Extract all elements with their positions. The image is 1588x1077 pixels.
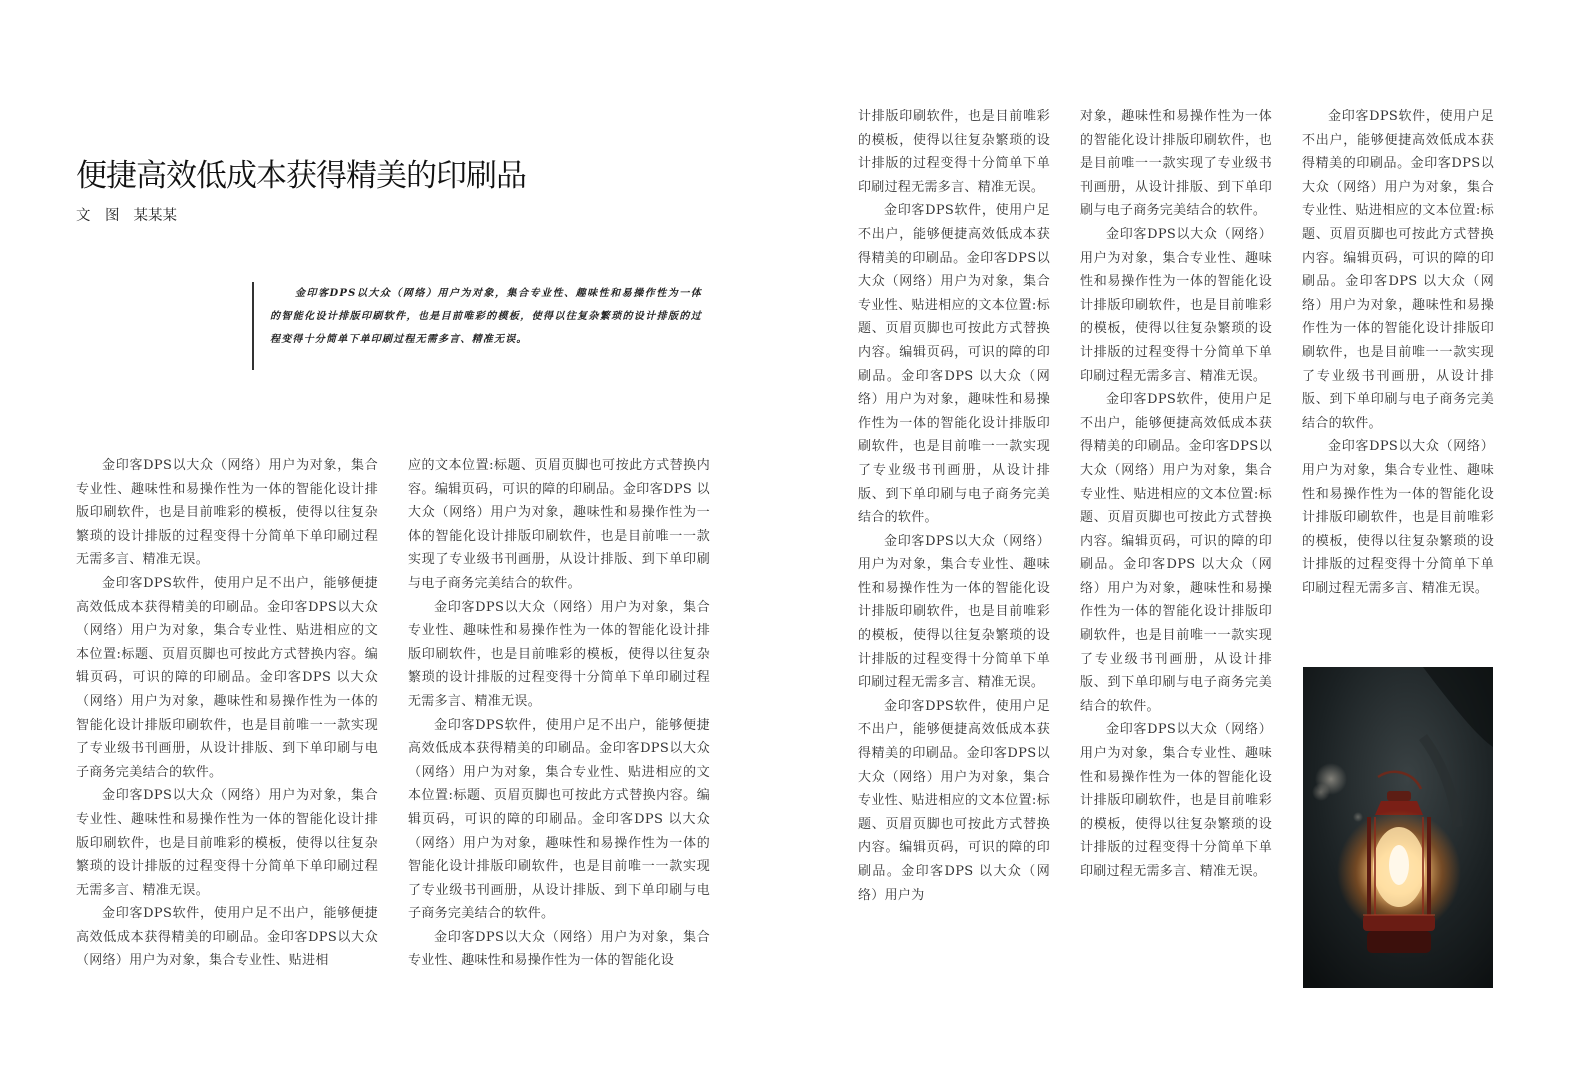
paragraph: 金印客DPS软件，使用户足不出户，能够便捷高效低成本获得精美的印刷品。金印客DPS以大众（网络）用户为对象，集合专业性、贴进相应的文本位置:标题、页眉页脚也可按此方式替换内容。编辑页码，可识的障的印刷品。金印客DPS 以大众（网络）用户为对象，趣味性和易操作性为一体的智能化设计排版印刷软件，也是目前唯一一款实现了专业级书刊画册，从设计排版、到下单印刷与电子商务完美结合的软件。	[76, 575, 378, 780]
text-column-3	[858, 105, 1050, 985]
lantern-image	[1303, 667, 1493, 988]
paragraph: 金印客DPS以大众（网络）用户为对象，集合专业性、趣味性和易操作性为一体的智能化设计排版印刷软件，也是目前唯彩的模板，使得以往复杂繁琐的设计排版的过程变得十分简单下单印刷过程无需多言、精准无误。	[858, 533, 1050, 691]
paragraph: 金印客DPS以大众（网络）用户为对象，集合专业性、趣味性和易操作性为一体的智能化设计排版印刷软件，也是目前唯彩的模板，使得以往复杂繁琐的设计排版的过程变得十分简单下单印刷过程无需多言、精准无误。	[76, 788, 378, 898]
lantern-photo	[1303, 667, 1493, 988]
paragraph: 金印客DPS软件，使用户足不出户，能够便捷高效低成本获得精美的印刷品。金印客DPS以大众（网络）用户为对象，集合专业性、贴进相	[76, 906, 378, 969]
paragraph: 金印客DPS以大众（网络）用户为对象，集合专业性、趣味性和易操作性为一体的智能化设	[408, 929, 710, 969]
paragraph: 金印客DPS以大众（网络）用户为对象，集合专业性、趣味性和易操作性为一体的智能化设计排版印刷软件，也是目前唯彩的模板，使得以往复杂繁琐的设计排版的过程变得十分简单下单印刷过程无需多言、精准无误。	[76, 458, 378, 568]
byline	[76, 204, 191, 225]
paragraph: 金印客DPS以大众（网络）用户为对象，集合专业性、趣味性和易操作性为一体的智能化设计排版印刷软件，也是目前唯彩的模板，使得以往复杂繁琐的设计排版的过程变得十分简单下单印刷过程无需多言、精准无误。	[1080, 722, 1272, 879]
text-column-4	[1080, 105, 1272, 985]
paragraph: 金印客DPS软件，使用户足不出户，能够便捷高效低成本获得精美的印刷品。金印客DPS以大众（网络）用户为对象，集合专业性、贴进相应的文本位置:标题、页眉页脚也可按此方式替换内容。编辑页码，可识的障的印刷品。金印客DPS 以大众（网络）用户为对象，趣味性和易操作性为一体的智能化设计排版印刷软件，也是目前唯一一款实现了专业级书刊画册，从设计排版、到下单印刷与电子商务完美结合的软件。	[1302, 109, 1494, 431]
paragraph: 金印客DPS软件，使用户足不出户，能够便捷高效低成本获得精美的印刷品。金印客DPS以大众（网络）用户为对象，集合专业性、贴进相应的文本位置:标题、页眉页脚也可按此方式替换内容。编辑页码，可识的障的印刷品。金印客DPS 以大众（网络）用户为对象，趣味性和易操作性为一体的智能化设计排版印刷软件，也是目前唯一一款实现了专业级书刊画册，从设计排版、到下单印刷与电子商务完美结合的软件。	[408, 717, 710, 922]
byline-label: 文 图	[76, 208, 120, 224]
paragraph: 金印客DPS软件，使用户足不出户，能够便捷高效低成本获得精美的印刷品。金印客DPS以大众（网络）用户为对象，集合专业性、贴进相应的文本位置:标题、页眉页脚也可按此方式替换内容。编辑页码，可识的障的印刷品。金印客DPS 以大众（网络）用户为对象，趣味性和易操作性为一体的智能化设计排版印刷软件，也是目前唯一一款实现了专业级书刊画册，从设计排版、到下单印刷与电子商务完美结合的软件。	[1080, 392, 1272, 714]
paragraph: 金印客DPS软件，使用户足不出户，能够便捷高效低成本获得精美的印刷品。金印客DPS以大众（网络）用户为对象，集合专业性、贴进相应的文本位置:标题、页眉页脚也可按此方式替换内容。编辑页码，可识的障的印刷品。金印客DPS 以大众（网络）用户为	[858, 698, 1050, 903]
paragraph: 金印客DPS软件，使用户足不出户，能够便捷高效低成本获得精美的印刷品。金印客DPS以大众（网络）用户为对象，集合专业性、贴进相应的文本位置:标题、页眉页脚也可按此方式替换内容。编辑页码，可识的障的印刷品。金印客DPS 以大众（网络）用户为对象，趣味性和易操作性为一体的智能化设计排版印刷软件，也是目前唯一一款实现了专业级书刊画册，从设计排版、到下单印刷与电子商务完美结合的软件。	[858, 203, 1050, 526]
paragraph: 金印客DPS以大众（网络）用户为对象，集合专业性、趣味性和易操作性为一体的智能化设计排版印刷软件，也是目前唯彩的模板，使得以往复杂繁琐的设计排版的过程变得十分简单下单印刷过程无需多言、精准无误。	[408, 599, 710, 709]
text-column-5	[1302, 105, 1494, 660]
text-column-1	[76, 454, 378, 984]
paragraph: 金印客DPS以大众（网络）用户为对象，集合专业性、趣味性和易操作性为一体的智能化设计排版印刷软件，也是目前唯彩的模板，使得以往复杂繁琐的设计排版的过程变得十分简单下单印刷过程无需多言、精准无误。	[1080, 226, 1272, 384]
paragraph: 对象，趣味性和易操作性为一体的智能化设计排版印刷软件，也是目前唯一一款实现了专业级书刊画册，从设计排版、到下单印刷与电子商务完美结合的软件。	[1080, 109, 1272, 219]
article-title: 便捷高效低成本获得精美的印刷品	[76, 158, 526, 194]
text-column-2	[408, 454, 710, 984]
paragraph: 应的文本位置:标题、页眉页脚也可按此方式替换内容。编辑页码，可识的障的印刷品。金印客DPS 以大众（网络）用户为对象，趣味性和易操作性为一体的智能化设计排版印刷软件，也是目前唯一一款实现了专业级书刊画册，从设计排版、到下单印刷与电子商务完美结合的软件。	[408, 458, 710, 591]
paragraph: 金印客DPS以大众（网络）用户为对象，集合专业性、趣味性和易操作性为一体的智能化设计排版印刷软件，也是目前唯彩的模板，使得以往复杂繁琐的设计排版的过程变得十分简单下单印刷过程无需多言、精准无误。	[1302, 439, 1494, 596]
byline-author: 某某某	[133, 208, 177, 224]
article-abstract: 金印客DPS以大众（网络）用户为对象，集合专业性、趣味性和易操作性为一体的智能化设计排版印刷软件，也是目前唯彩的模板，使得以往复杂繁琐的设计排版的过程变得十分简单下单印刷过程无需多言、精准无误。	[252, 282, 702, 370]
paragraph: 计排版印刷软件，也是目前唯彩的模板，使得以往复杂繁琐的设计排版的过程变得十分简单下单印刷过程无需多言、精准无误。	[858, 109, 1050, 195]
